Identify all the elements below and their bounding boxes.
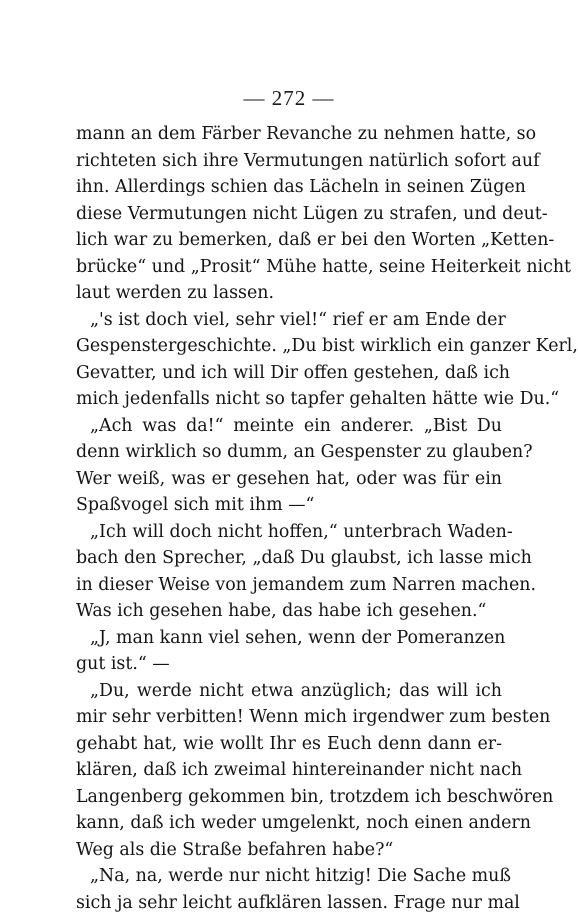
text-line: „Du, werde nicht etwa anzüglich; das will ich <box>76 678 502 705</box>
text-line: diese Vermutungen nicht Lügen zu strafen, und deut- <box>76 201 502 228</box>
text-line: in dieser Weise von jemandem zum Narren machen. <box>76 572 502 599</box>
text-line: sich ja sehr leicht aufklären lassen. Frage nur mal <box>76 890 502 916</box>
text-line: Weg als die Straße befahren habe?“ <box>76 837 502 864</box>
text-line: „Na, na, werde nur nicht hitzig! Die Sache muß <box>76 863 502 890</box>
text-line: gut ist.“ — <box>76 651 502 678</box>
text-line: Langenberg gekommen bin, trotzdem ich beschwören <box>76 784 502 811</box>
text-line: „'s ist doch viel, sehr viel!“ rief er am Ende der <box>76 307 502 334</box>
text-line: „Ich will doch nicht hoffen,“ unterbrach Waden- <box>76 519 502 546</box>
page-number: — 272 — <box>0 86 578 111</box>
text-line: klären, daß ich zweimal hintereinander nicht nach <box>76 757 502 784</box>
text-line: mich jedenfalls nicht so tapfer gehalten hätte wie Du.“ <box>76 386 502 413</box>
text-line: kann, daß ich weder umgelenkt, noch einen andern <box>76 810 502 837</box>
text-line: mir sehr verbitten! Wenn mich irgendwer zum besten <box>76 704 502 731</box>
text-line: Gevatter, und ich will Dir offen gestehen, daß ich <box>76 360 502 387</box>
text-line: ihn. Allerdings schien das Lächeln in seinen Zügen <box>76 174 502 201</box>
body-text <box>76 121 502 916</box>
text-line: brücke“ und „Prosit“ Mühe hatte, seine Heiterkeit nicht <box>76 254 502 281</box>
text-line: bach den Sprecher, „daß Du glaubst, ich lasse mich <box>76 545 502 572</box>
text-line: richteten sich ihre Vermutungen natürlich sofort auf <box>76 148 502 175</box>
text-line: Gespenstergeschichte. „Du bist wirklich ein ganzer Kerl, <box>76 333 502 360</box>
text-line: Was ich gesehen habe, das habe ich gesehen.“ <box>76 598 502 625</box>
text-line: Spaßvogel sich mit ihm —“ <box>76 492 502 519</box>
text-line: lich war zu bemerken, daß er bei den Worten „Ketten- <box>76 227 502 254</box>
text-line: Wer weiß, was er gesehen hat, oder was für ein <box>76 466 502 493</box>
text-line: „Ach was da!“ meinte ein anderer. „Bist Du <box>76 413 502 440</box>
text-line: denn wirklich so dumm, an Gespenster zu glauben? <box>76 439 502 466</box>
text-line: gehabt hat, wie wollt Ihr es Euch denn dann er- <box>76 731 502 758</box>
text-line: „J, man kann viel sehen, wenn der Pomeranzen <box>76 625 502 652</box>
text-line: laut werden zu lassen. <box>76 280 502 307</box>
text-line: mann an dem Färber Revanche zu nehmen hatte, so <box>76 121 502 148</box>
